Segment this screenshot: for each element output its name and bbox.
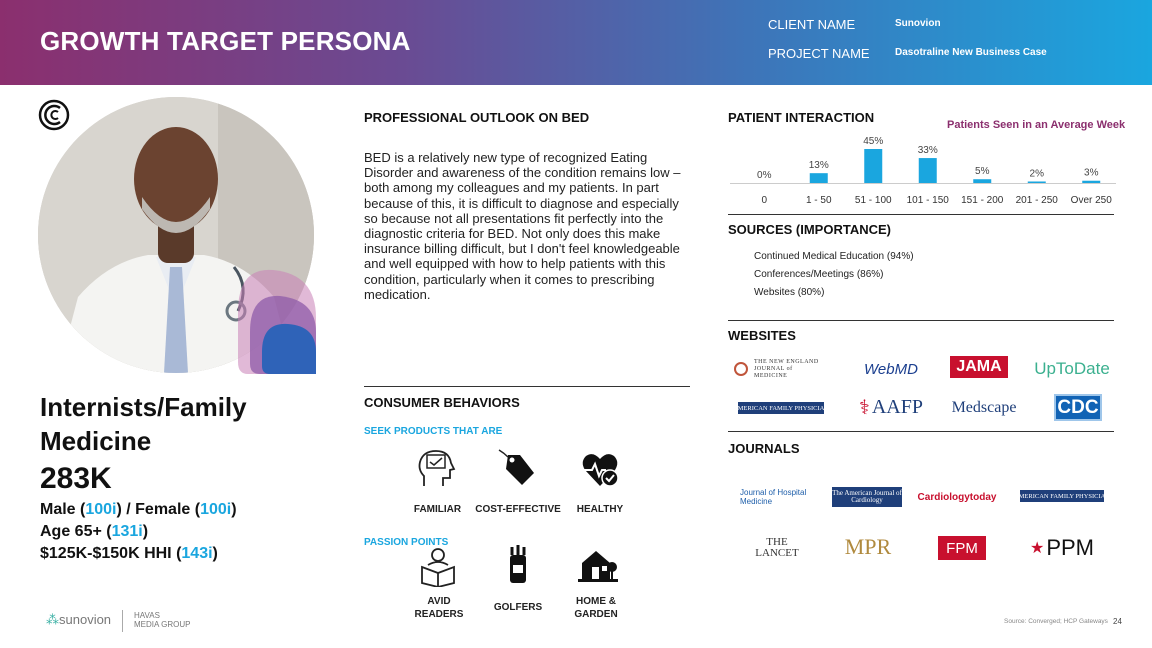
avid-readers-label: AVID READERS: [414, 596, 464, 620]
lancet-logo: THE LANCET: [755, 536, 799, 559]
chart-bar: [1028, 181, 1046, 183]
chart-bar: [1082, 181, 1100, 183]
persona-count: 283K: [40, 462, 112, 495]
client-name-value: Sunovion: [895, 18, 941, 29]
income-index-line: $125K-$150K HHI (143i): [40, 545, 218, 562]
agency-logo-icon: [38, 98, 70, 132]
chart-data-label: 2%: [1029, 168, 1044, 180]
cardiology-today-logo: Cardiologytoday: [917, 491, 997, 503]
websites-title: WEBSITES: [728, 328, 796, 343]
patient-interaction-title: PATIENT INTERACTION: [728, 110, 875, 125]
mpr-logo: MPR: [844, 534, 892, 559]
golfers-label: GOLFERS: [493, 602, 543, 613]
outlook-text: BED is a relatively new type of recognized Eating Disorder and awareness of the condition remains low – both among my colleagues and my patients. In part because of this, it is difficult to diagnose and especially so because not all presentations fit perfectly into the diagnostic criteria for BED. Not only does this make insurance billing difficult, but I don't feel knowledgeable and well equipped with how to help patients with this condition, particularly when it comes to prescribing medication.: [364, 150, 681, 302]
chart-tick-label: 0: [761, 195, 768, 206]
age-index-line: Age 65+ (131i): [40, 523, 149, 540]
sunovion-logo: ⁂sunovion: [46, 612, 112, 627]
project-name-label: PROJECT NAME: [768, 46, 870, 61]
divider: [728, 214, 1114, 215]
ppm-logo: ★ PPM: [1029, 535, 1095, 560]
project-name-value: Dasotraline New Business Case: [895, 47, 1047, 58]
chart-data-label: 3%: [1084, 167, 1099, 179]
source-item: Continued Medical Education (94%): [754, 251, 914, 262]
chart-data-label: 33%: [917, 145, 938, 157]
persona-title: [40, 390, 310, 458]
outlook-title: PROFESSIONAL OUTLOOK ON BED: [364, 110, 590, 125]
chart-bar: [919, 158, 937, 183]
familiar-head-icon: [416, 448, 456, 488]
header-banner: [0, 0, 1152, 85]
footer-divider: [122, 610, 123, 632]
chart-data-label: 13%: [808, 160, 829, 172]
chart-tick-label: 1 - 50: [805, 195, 832, 206]
chart-tick-label: 201 - 250: [1015, 195, 1058, 206]
chart-tick-label: Over 250: [1070, 195, 1112, 206]
webmd-logo: WebMD: [864, 360, 918, 378]
nejm-logo: THE NEW ENGLAND JOURNAL of MEDICINE: [734, 358, 830, 380]
age-index: 131i: [111, 523, 143, 540]
chart-tick-label: 151 - 200: [961, 195, 1004, 206]
reader-icon: [418, 547, 458, 587]
passion-points-title: PASSION POINTS: [364, 537, 449, 548]
chart-bar: [973, 179, 991, 183]
fpm-logo: FPM: [938, 536, 986, 560]
chart-data-label: 45%: [863, 136, 884, 147]
client-name-label: CLIENT NAME: [768, 17, 856, 32]
patients-bar-chart: [730, 128, 1120, 210]
home-garden-label: HOME & GARDEN: [574, 596, 618, 620]
heart-check-icon: [580, 450, 620, 490]
chart-bar: [810, 173, 828, 183]
cost-effective-label: COST-EFFECTIVE: [475, 504, 561, 515]
source-item: Conferences/Meetings (86%): [754, 269, 884, 280]
golf-bag-icon: [498, 545, 538, 585]
decorative-shapes: [228, 262, 318, 374]
journals-title: JOURNALS: [728, 441, 800, 456]
divider: [728, 431, 1114, 432]
consumer-behaviors-title: CONSUMER BEHAVIORS: [364, 395, 520, 410]
source-note: Source: Converged; HCP Gateways: [1004, 618, 1108, 625]
page-number: 24: [1113, 617, 1122, 626]
chart-caption: Patients Seen in an Average Week: [947, 119, 1126, 131]
persona-title-line2: Medicine: [40, 426, 152, 456]
chart-data-label: 0%: [757, 170, 772, 181]
house-icon: [578, 545, 618, 585]
female-index: 100i: [200, 501, 232, 518]
familiar-label: FAMILIAR: [413, 504, 462, 515]
medscape-logo: Medscape: [951, 399, 1017, 416]
page-title: GROWTH TARGET PERSONA: [40, 26, 411, 56]
seek-products-title: SEEK PRODUCTS THAT ARE: [364, 426, 503, 437]
afp-logo: AMERICAN FAMILY PHYSICIAN: [738, 402, 824, 414]
income-index: 143i: [181, 545, 213, 562]
chart-data-label: 5%: [975, 166, 990, 178]
afp-journal-logo: AMERICAN FAMILY PHYSICIAN: [1020, 490, 1104, 502]
healthy-label: HEALTHY: [576, 504, 624, 515]
cdc-logo: CDC: [1054, 394, 1102, 421]
divider: [728, 320, 1114, 321]
sources-title: SOURCES (IMPORTANCE): [728, 222, 891, 237]
aafp-logo: ⚕ AAFP: [859, 395, 923, 419]
jama-logo: JAMA: [950, 356, 1008, 378]
chart-bar: [864, 149, 882, 183]
uptodate-logo: UpToDate: [1034, 359, 1110, 378]
havas-logo: HAVAS MEDIA GROUP: [134, 611, 191, 629]
chart-tick-label: 101 - 150: [906, 195, 949, 206]
source-item: Websites (80%): [754, 287, 825, 298]
gender-index-line: Male (100i) / Female (100i): [40, 501, 237, 518]
male-index: 100i: [85, 501, 117, 518]
persona-title-line1: Internists/Family: [40, 392, 247, 422]
chart-tick-label: 51 - 100: [854, 195, 892, 206]
jhm-logo: Journal of Hospital Medicine: [740, 488, 807, 506]
price-tag-icon: [496, 447, 536, 487]
ajc-logo: The American Journal of Cardiology: [832, 487, 902, 507]
divider: [364, 386, 690, 387]
